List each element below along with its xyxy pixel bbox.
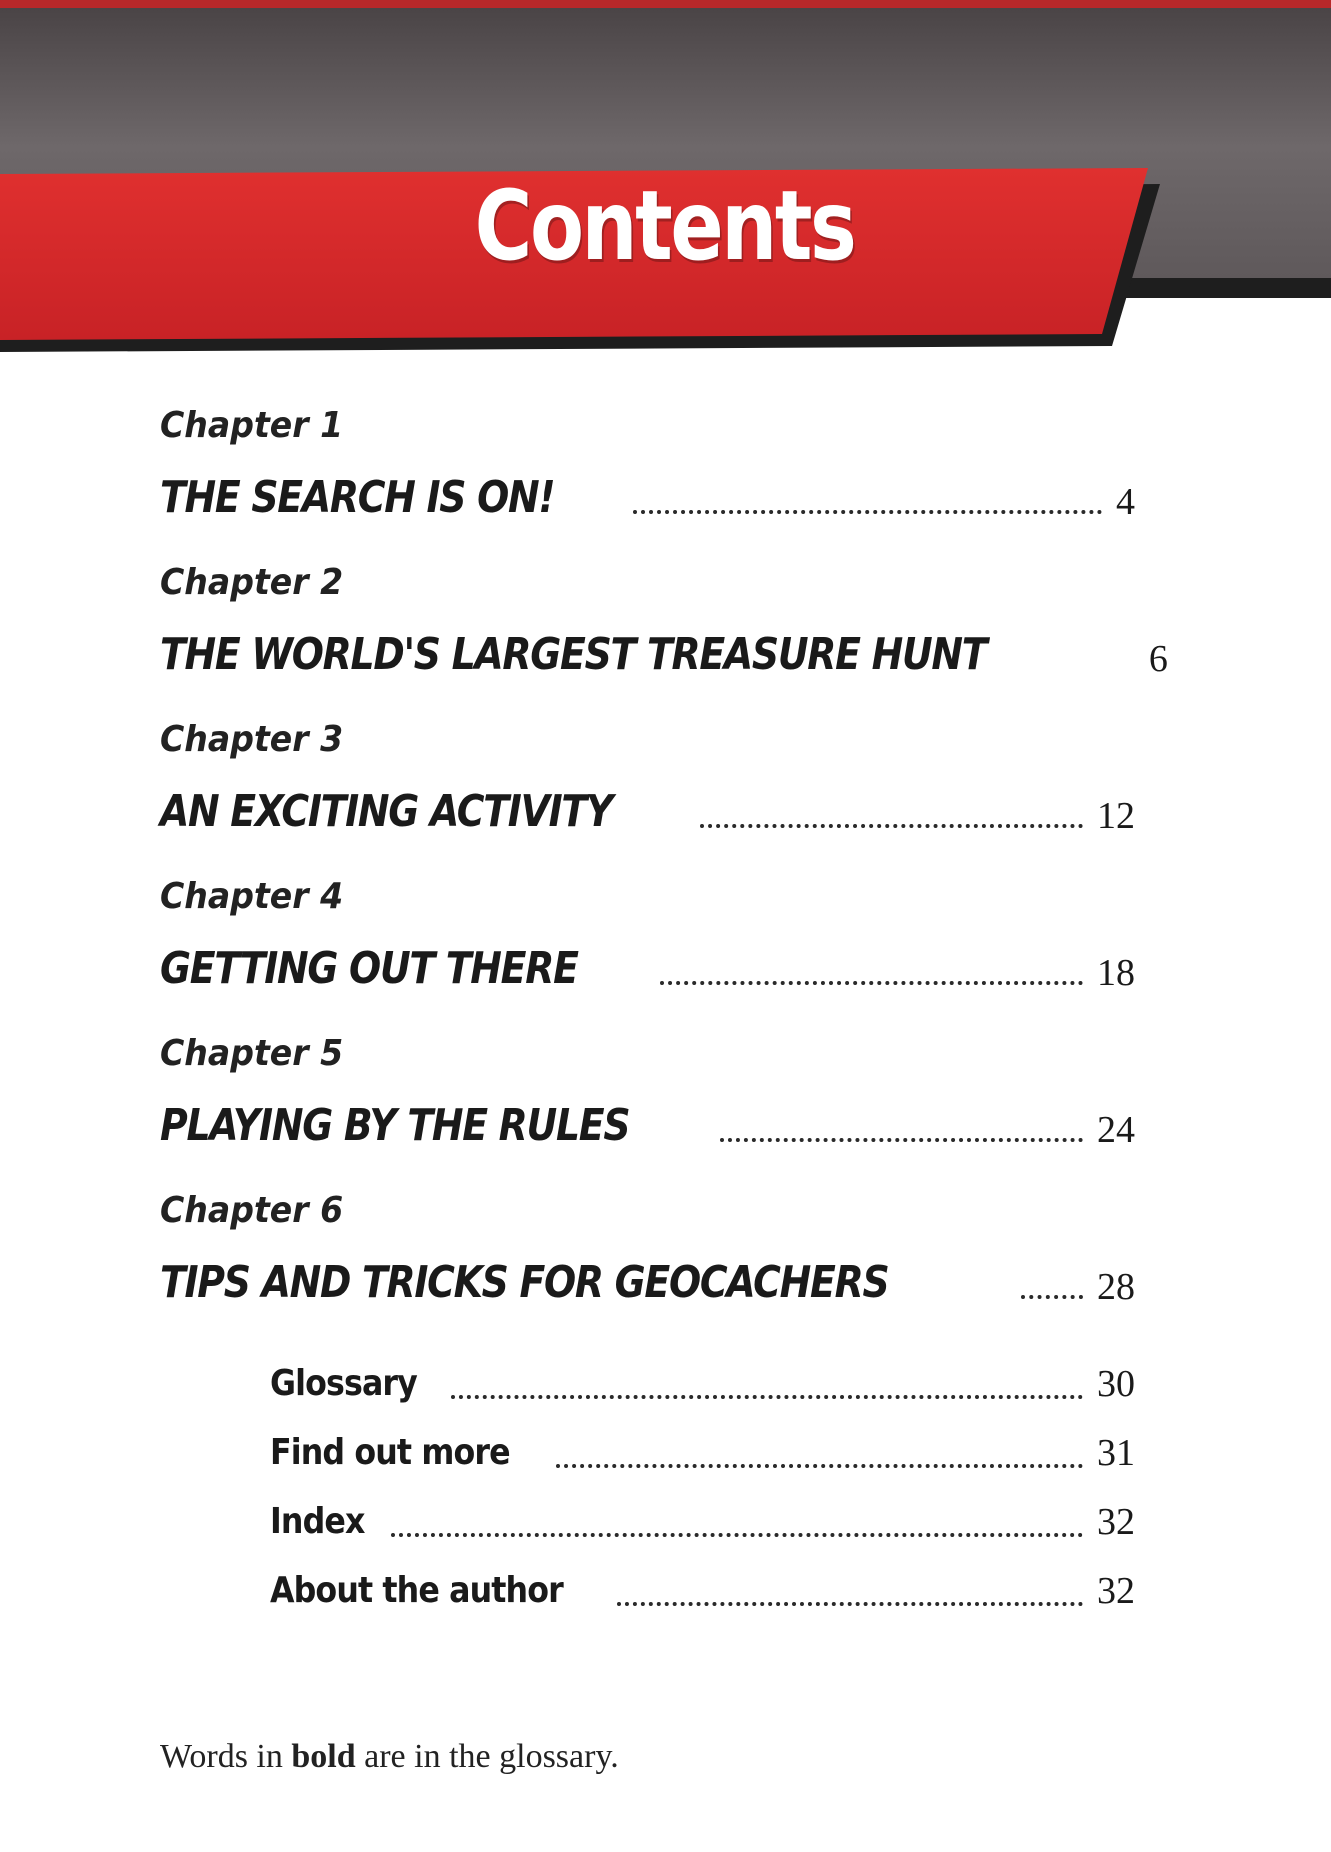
dot-leader bbox=[720, 1138, 1083, 1142]
chapter-title: TIPS AND TRICKS FOR GEOCACHERS bbox=[160, 1257, 889, 1308]
chapter-row bbox=[160, 1247, 1135, 1313]
chapter-title: GETTING OUT THERE bbox=[160, 943, 578, 994]
dot-leader bbox=[451, 1395, 1083, 1399]
back-matter-find-out-more[interactable] bbox=[270, 1421, 1135, 1479]
page-number: 24 bbox=[1097, 1109, 1135, 1151]
page-number: 4 bbox=[1116, 481, 1135, 523]
chapter-label: Chapter 5 bbox=[160, 1033, 344, 1074]
back-matter-about-the-author[interactable] bbox=[270, 1559, 1135, 1617]
chapter-title: PLAYING BY THE RULES bbox=[160, 1100, 630, 1151]
chapter-row bbox=[160, 933, 1135, 999]
chapter-label: Chapter 4 bbox=[160, 876, 344, 917]
glossary-note bbox=[160, 1738, 619, 1776]
chapter-row bbox=[160, 619, 1168, 685]
dot-leader bbox=[1021, 1295, 1083, 1299]
page-number: 6 bbox=[1148, 638, 1168, 680]
back-matter-title: Index bbox=[270, 1501, 365, 1542]
contents-header-band bbox=[0, 0, 1331, 360]
back-matter-title: About the author bbox=[270, 1570, 563, 1611]
chapter-entry-2[interactable] bbox=[160, 557, 1168, 687]
back-matter-index[interactable] bbox=[270, 1490, 1135, 1548]
dot-leader bbox=[633, 510, 1103, 514]
chapter-row bbox=[160, 776, 1135, 842]
chapter-label: Chapter 1 bbox=[160, 405, 344, 446]
chapter-row bbox=[160, 1090, 1135, 1156]
chapter-entry-5[interactable] bbox=[160, 1028, 1135, 1158]
chapter-title: AN EXCITING ACTIVITY bbox=[160, 786, 613, 837]
chapter-entry-4[interactable] bbox=[160, 871, 1135, 1001]
glossary-note-suffix: are in the glossary. bbox=[355, 1738, 619, 1775]
back-matter-glossary[interactable] bbox=[270, 1352, 1135, 1410]
page-title: Contents bbox=[474, 170, 855, 282]
page-number: 18 bbox=[1097, 952, 1135, 994]
page-number: 32 bbox=[1097, 1501, 1135, 1543]
back-matter-title: Glossary bbox=[270, 1363, 417, 1404]
chapter-row bbox=[160, 462, 1135, 528]
back-matter-title: Find out more bbox=[270, 1432, 510, 1473]
chapter-label: Chapter 6 bbox=[160, 1190, 344, 1231]
chapter-title: THE WORLD'S LARGEST TREASURE HUNT bbox=[160, 629, 987, 680]
dot-leader bbox=[556, 1464, 1083, 1468]
dot-leader bbox=[617, 1602, 1083, 1606]
chapter-label: Chapter 3 bbox=[160, 719, 344, 760]
page-number: 28 bbox=[1097, 1266, 1135, 1308]
glossary-note-bold-word: bold bbox=[291, 1738, 356, 1775]
chapter-entry-3[interactable] bbox=[160, 714, 1135, 844]
glossary-note-prefix: Words in bbox=[160, 1738, 292, 1775]
dot-leader bbox=[391, 1533, 1083, 1537]
chapter-entry-6[interactable] bbox=[160, 1185, 1135, 1315]
page-number: 30 bbox=[1097, 1363, 1135, 1405]
dot-leader bbox=[700, 824, 1083, 828]
page-number: 32 bbox=[1097, 1570, 1135, 1612]
page-number: 12 bbox=[1097, 795, 1135, 837]
chapter-label: Chapter 2 bbox=[160, 562, 344, 603]
chapter-title: THE SEARCH IS ON! bbox=[160, 472, 555, 523]
dot-leader bbox=[660, 981, 1083, 985]
page-number: 31 bbox=[1097, 1432, 1135, 1474]
gray-band-shadow bbox=[1114, 278, 1331, 298]
chapter-entry-1[interactable] bbox=[160, 400, 1135, 530]
